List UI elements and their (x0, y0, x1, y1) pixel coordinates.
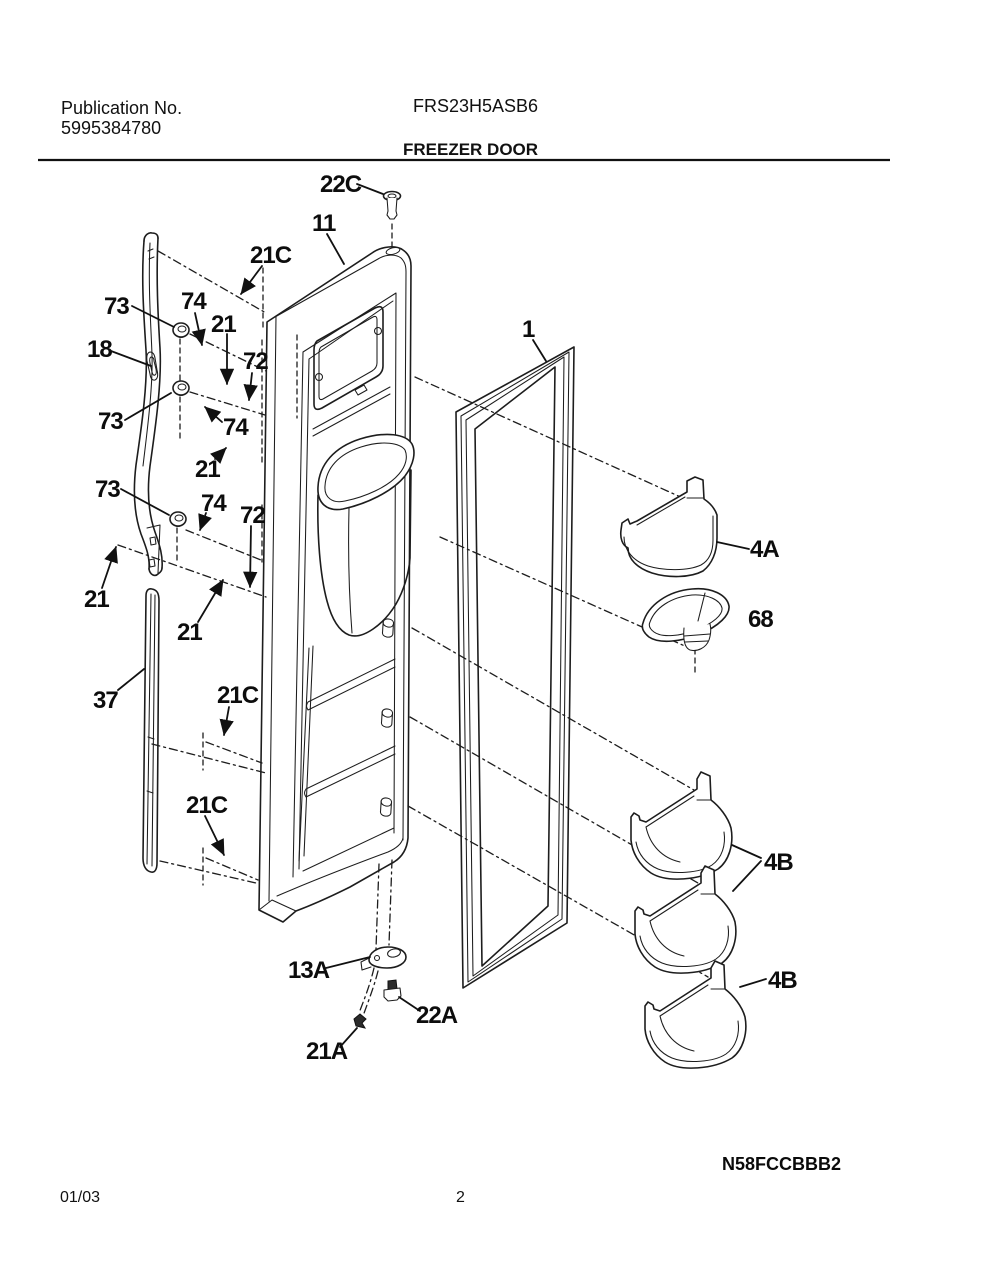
part-label-1: 1 (522, 316, 535, 343)
door-bin-4b (635, 866, 736, 973)
door-handle (134, 233, 162, 576)
model-number: FRS23H5ASB6 (413, 96, 539, 116)
screw-22c (384, 192, 401, 247)
part-label-72: 72 (240, 502, 265, 529)
part-label-37: 37 (93, 687, 118, 714)
grommet-73 (173, 381, 189, 396)
part-label-22c: 22C (320, 171, 362, 198)
part-label-21: 21 (195, 456, 220, 483)
door-bin-4b (645, 961, 746, 1068)
part-label-21: 21 (211, 311, 236, 338)
part-label-72: 72 (243, 348, 268, 375)
part-label-74: 74 (223, 414, 248, 441)
footer (60, 1154, 841, 1206)
part-label-74: 74 (181, 288, 206, 315)
part-label-21: 21 (84, 586, 109, 613)
publication-label: Publication No. (61, 98, 183, 118)
alignment-lines (118, 251, 708, 1016)
part-label-11: 11 (312, 210, 336, 237)
header (38, 96, 890, 160)
part-label-4a: 4A (750, 536, 779, 563)
part-label-21a: 21A (306, 1038, 348, 1065)
publication-number: 5995384780 (61, 118, 162, 138)
footer-page-number: 2 (456, 1189, 465, 1206)
part-label-68: 68 (748, 606, 773, 633)
hinge-bracket-13a (361, 947, 406, 970)
part-label-22a: 22A (416, 1002, 458, 1029)
part-label-21: 21 (177, 619, 202, 646)
clip-21a (354, 1014, 366, 1028)
part-label-73: 73 (95, 476, 120, 503)
part-label-13a: 13A (288, 957, 330, 984)
footer-date: 01/03 (60, 1189, 101, 1206)
part-label-74: 74 (201, 490, 226, 517)
section-title: FREEZER DOOR (403, 140, 539, 159)
door-bin-4b (631, 772, 732, 879)
part-label-73: 73 (104, 293, 129, 320)
door-bin-4a (621, 477, 717, 577)
part-label-21c: 21C (217, 682, 259, 709)
part-label-4b: 4B (768, 967, 797, 994)
part-label-4b: 4B (764, 849, 793, 876)
ice-chute-68 (642, 589, 729, 651)
freezer-door-panel (259, 246, 414, 922)
grommet-73 (170, 512, 186, 527)
door-gasket (456, 347, 574, 988)
grommet-73 (173, 323, 189, 338)
part-label-18: 18 (87, 336, 112, 363)
door-bin-4b-group (631, 772, 746, 1068)
part-label-21c: 21C (186, 792, 228, 819)
part-label-73: 73 (98, 408, 123, 435)
part-label-21c: 21C (250, 242, 292, 269)
screw-22a (384, 980, 401, 1001)
diagram-code: N58FCCBBB2 (722, 1154, 842, 1174)
trim-strip (143, 589, 159, 872)
